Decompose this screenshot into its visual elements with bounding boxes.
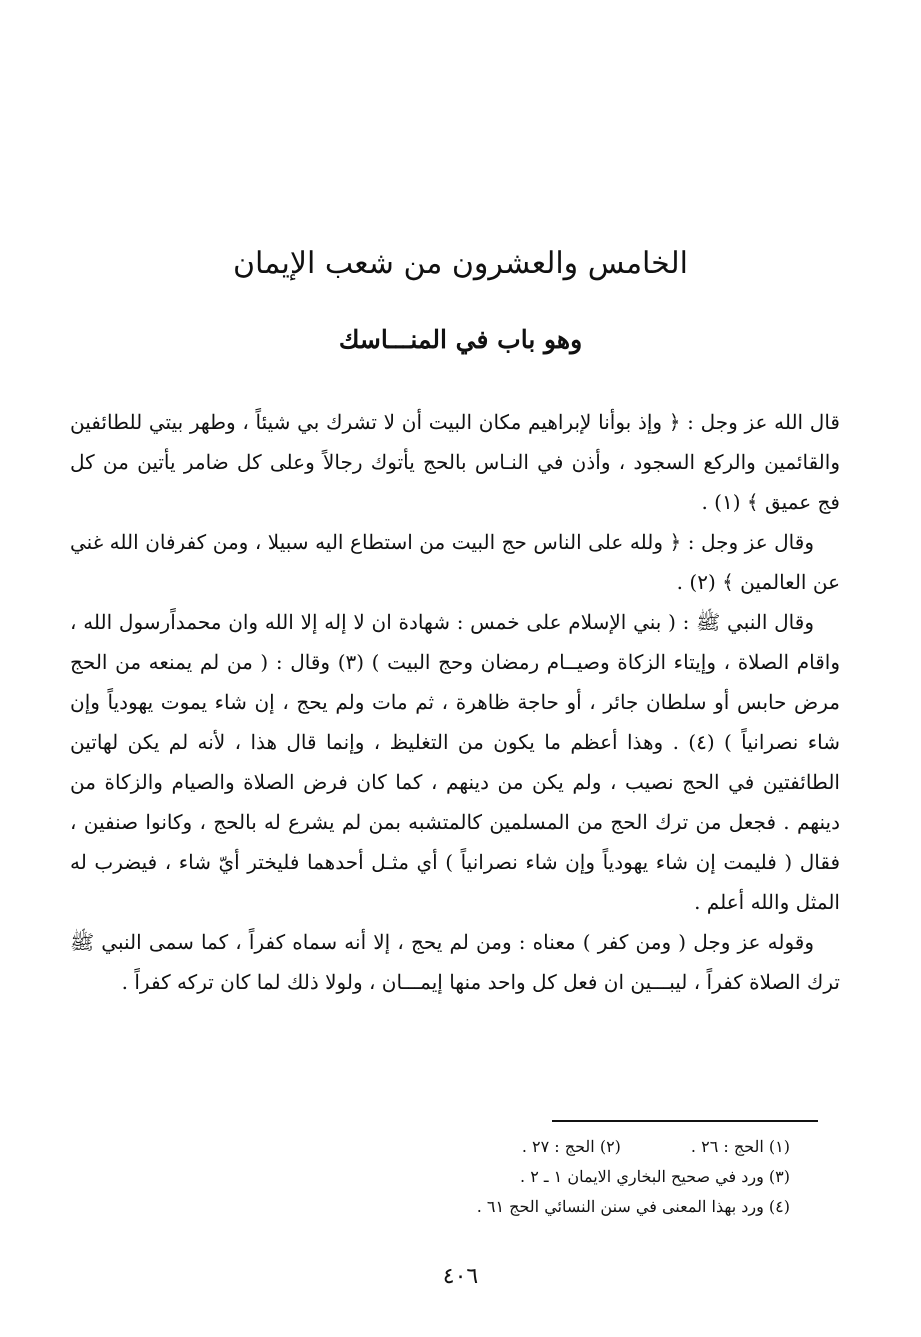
- paragraph: وقال عز وجل : ﴿ ولله على الناس حج البيت من استطاع اليه سبيلا ، ومن كفرفان الله غني عن العالمين ﴾ (٢) .: [70, 530, 840, 594]
- footnote: (١) الحج : ٢٦ .: [690, 1137, 790, 1156]
- paragraph: وقال النبي ﷺ : ( بني الإسلام على خمس : شهادة ان لا إله إلا الله وان محمداًرسول الله ، واقام الصلاة ، وإيتاء الزكاة وصيــام رمضان وحج البيت ) (٣) وقال : ( من لم يمنعه من الحج مرض حابس أو سلطان جائر ، أو حاجة ظاهرة ، ثم مات ولم يحج ، إن شاء يموت يهودياً وإن شاء نصرانياً ) (٤) . وهذا أعظم ما يكون من التغليظ ، وإنما قال هذا ، لأنه لم يكن لهاتين الطائفتين في الحج نصيب ، ولم يكن من دينهم ، كما كان فرض الصلاة والصيام والزكاة من دينهم . فجعل من ترك الحج من المسلمين كالمتشبه بمن لم يشرع له بالحج ، وكانوا صنفين ، فقال ( فليمت إن شاء يهودياً وإن شاء نصرانياً ) أي مثـل أحدهما فليختر أيّ شاء ، فيضرب له المثل والله أعلم .: [70, 610, 840, 914]
- footnotes: [380, 1132, 790, 1222]
- footnote-divider: [552, 1120, 818, 1122]
- footnote: (٣) ورد في صحيح البخاري الايمان ١ ـ ٢ .: [520, 1167, 790, 1186]
- main-text: [70, 402, 840, 1002]
- footnote-row: [380, 1132, 790, 1162]
- chapter-subtitle: وهو باب في المنـــاسك: [338, 325, 583, 354]
- chapter-title: الخامس والعشرون من شعب الإيمان: [233, 246, 688, 281]
- page-number: ٤٠٦: [442, 1264, 479, 1289]
- paragraph: وقوله عز وجل ( ومن كفر ) معناه : ومن لم يحج ، إلا أنه سماه كفراً ، كما سمى النبي ﷺ ترك الصلاة كفراً ، ليبـــين ان فعل كل واحد منها إيمـــان ، ولولا ذلك لما كان تركه كفراً .: [70, 930, 840, 994]
- footnote: (٤) ورد بهذا المعنى في سنن النسائي الحج ٦١ .: [476, 1197, 790, 1216]
- footnote: (٢) الحج : ٢٧ .: [521, 1137, 621, 1156]
- paragraph: قال الله عز وجل : ﴿ وإذ بوأنا لإبراهيم مكان البيت أن لا تشرك بي شيئاً ، وطهر بيتي للطائفين والقائمين والركع السجود ، وأذن في النـاس بالحج يأتوك رجالاً وعلى كل ضامر يأتين من كل فج عميق ﴾ (١) .: [70, 410, 840, 514]
